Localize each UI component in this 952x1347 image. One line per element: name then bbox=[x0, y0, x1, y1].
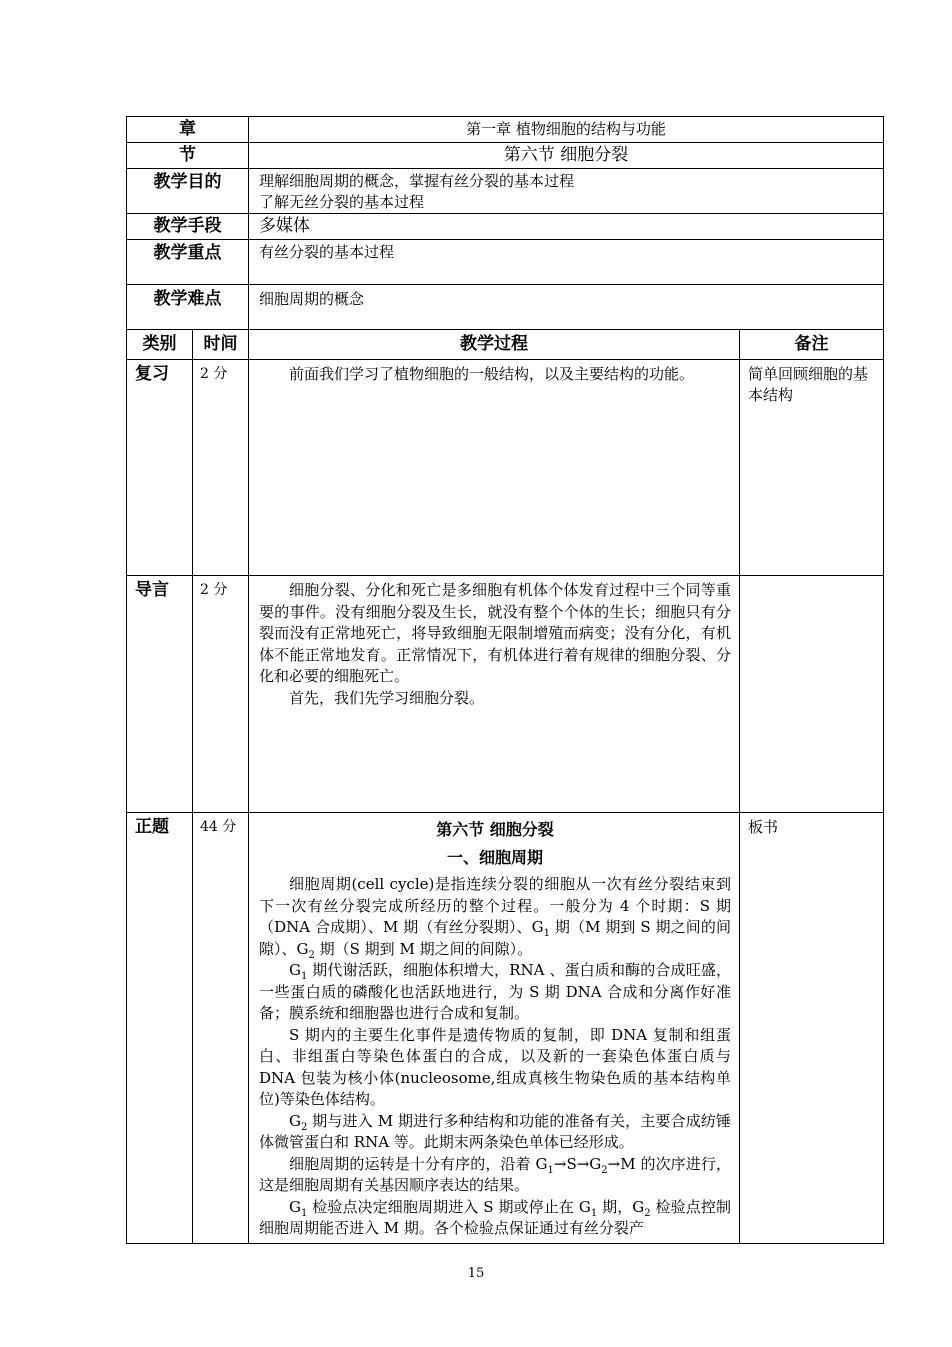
difficulty-row bbox=[127, 285, 884, 330]
chapter-label: 章 bbox=[127, 117, 249, 143]
main-remark: 板书 bbox=[740, 813, 884, 1244]
goal-label: 教学目的 bbox=[127, 169, 249, 214]
intro-paragraph-2: 首先，我们先学习细胞分裂。 bbox=[289, 688, 485, 707]
intro-category: 导言 bbox=[127, 576, 193, 813]
page-number: 15 bbox=[467, 1266, 485, 1281]
chapter-value: 第一章 植物细胞的结构与功能 bbox=[249, 117, 884, 143]
means-value: 多媒体 bbox=[249, 214, 884, 240]
means-label: 教学手段 bbox=[127, 214, 249, 240]
intro-remark bbox=[740, 576, 884, 813]
review-remark: 简单回顾细胞的基本结构 bbox=[740, 360, 884, 576]
main-paragraph-5: 细胞周期的运转是十分有序的，沿着 $G_1\to S\to G_2\to M$ 的次序进行，这是细胞周期有关基因顺序表达的结果。 bbox=[259, 1154, 731, 1194]
main-paragraph-4: $G_2$ 期与进入 M 期进行多种结构和功能的准备有关，主要合成纺锤体微管蛋白和 RNA 等。此期末两条染色单体已经形成。 bbox=[259, 1111, 731, 1151]
main-paragraph-3: S 期内的主要生化事件是遗传物质的复制，即 DNA 复制和组蛋白、非组蛋白等染色体蛋白的合成，以及新的一套染色体蛋白质与 DNA 包装为核小体(nucleosome,组成真核生物染色质的基本结构单位)等染色体结构。 bbox=[259, 1025, 731, 1108]
chapter-row bbox=[127, 117, 884, 143]
review-row bbox=[127, 360, 884, 576]
review-time: 2 分 bbox=[193, 360, 249, 576]
review-text: 前面我们学习了植物细胞的一般结构，以及主要结构的功能。 bbox=[289, 365, 695, 383]
col-category-header: 类别 bbox=[127, 330, 193, 360]
col-process-header: 教学过程 bbox=[249, 330, 740, 360]
intro-paragraph-1: 细胞分裂、分化和死亡是多细胞有机体个体发育过程中三个同等重要的事件。没有细胞分裂及生长，就没有整个个体的生长；细胞只有分裂而没有正常地死亡，将导致细胞无限制增殖而病变；没有分化，有机体不能正常地发育。正常情况下，有机体进行着有规律的细胞分裂、分化和必要的细胞死亡。 bbox=[259, 581, 731, 685]
section-label: 节 bbox=[127, 143, 249, 169]
goal-line-2: 了解无丝分裂的基本过程 bbox=[259, 193, 425, 211]
main-time: 44 分 bbox=[193, 813, 249, 1244]
column-header-row bbox=[127, 330, 884, 360]
goal-row bbox=[127, 169, 884, 214]
main-paragraph-2: $G_1$ 期代谢活跃，细胞体积增大，RNA 、蛋白质和酶的合成旺盛，一些蛋白质的磷酸化也活跃地进行，为 S 期 DNA 合成和分离作好准备；膜系统和细胞器也进行合成和复制。 bbox=[259, 961, 731, 1022]
lesson-plan-table bbox=[126, 116, 884, 1244]
difficulty-label: 教学难点 bbox=[127, 285, 249, 330]
main-title-cell-cycle: 一、细胞周期 bbox=[446, 847, 543, 867]
focus-label: 教学重点 bbox=[127, 240, 249, 285]
col-time-header: 时间 bbox=[193, 330, 249, 360]
section-row bbox=[127, 143, 884, 169]
lesson-plan-page bbox=[126, 116, 883, 1244]
col-remarks-header: 备注 bbox=[740, 330, 884, 360]
main-row bbox=[127, 813, 884, 1244]
goal-line-1: 理解细胞周期的概念，掌握有丝分裂的基本过程 bbox=[259, 172, 575, 190]
intro-time: 2 分 bbox=[193, 576, 249, 813]
main-title-section: 第六节 细胞分裂 bbox=[436, 820, 554, 839]
review-process bbox=[249, 360, 740, 576]
intro-process bbox=[249, 576, 740, 813]
intro-row bbox=[127, 576, 884, 813]
focus-value: 有丝分裂的基本过程 bbox=[249, 240, 884, 285]
review-category: 复习 bbox=[127, 360, 193, 576]
main-category: 正题 bbox=[127, 813, 193, 1244]
goal-value bbox=[249, 169, 884, 214]
section-value: 第六节 细胞分裂 bbox=[249, 143, 884, 169]
means-row bbox=[127, 214, 884, 240]
focus-row bbox=[127, 240, 884, 285]
main-process bbox=[249, 813, 740, 1244]
main-paragraph-6: $G_1$ 检验点决定细胞周期进入 S 期或停止在 $G_1$ 期，$G_2$ 检验点控制细胞周期能否进入 M 期。各个检验点保证通过有丝分裂产 bbox=[259, 1197, 731, 1237]
difficulty-value: 细胞周期的概念 bbox=[249, 285, 884, 330]
main-paragraph-1: 细胞周期(cell cycle)是指连续分裂的细胞从一次有丝分裂结束到下一次有丝分裂完成所经历的整个过程。一般分为 4 个时期：S 期（DNA 合成期）、M 期（有丝分裂期）、$G_1$ 期（M 期到 S 期之间的间隙）、$G_2$ 期（S 期到 M 期之间的间隙）。 bbox=[259, 875, 731, 961]
